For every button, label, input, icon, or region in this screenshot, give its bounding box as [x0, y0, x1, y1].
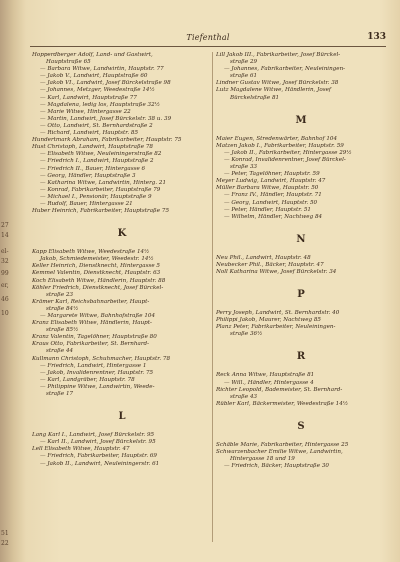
previous-page-margin [0, 0, 20, 562]
column-divider [212, 52, 213, 542]
section-p [216, 310, 386, 338]
gutter-fragment: 27 [1, 222, 9, 229]
section-r [216, 372, 386, 407]
directory-entry: Lill Jakob III., Fabrikarbeiter, Josef Bürckel- [216, 52, 341, 58]
directory-entry: — Konrad, Fabrikarbeiter, Hauptstraße 79 [40, 186, 161, 193]
section-letter-l: L [118, 411, 126, 423]
page-number: 133 [367, 32, 386, 42]
directory-entry: straße 44 [46, 348, 74, 355]
directory-entry: — Friedrich, Fabrikarbeiter, Hauptstr. 69 [40, 453, 157, 460]
directory-entry: — Otto, Landwirt, St. Bernhardstraße 2 [40, 122, 153, 129]
directory-entry: — Georg, Landwirt, Hauptstr. 50 [224, 199, 318, 206]
directory-entry: straße 33 [230, 164, 258, 171]
directory-entry: — Friedrich II., Bauer, Hintergasse 6 [40, 165, 146, 172]
directory-entry: — Friedrich, Bäcker, Hauptstraße 30 [224, 463, 329, 470]
directory-entry: straße 84½ [46, 305, 79, 312]
directory-entry: Kullmann Christoph, Schuhmacher, Hauptstr. 78 [32, 355, 170, 362]
directory-entry: — Peter, Tagelöhner, Hauptstr. 59 [224, 171, 320, 178]
directory-entry: Lindner Gustav Witwe, Josef Bürckelstr. 38 [216, 80, 339, 87]
section-m [216, 136, 386, 221]
directory-entry: — Konrad, Invalidenrentner, Josef Bürckel- [224, 156, 346, 163]
directory-entry: Meyer Ludwig, Landwirt, Hauptstr. 47 [216, 178, 326, 185]
directory-entry: — Johannes, Metzger, Weedestraße 14½ [40, 87, 155, 94]
right-column [216, 52, 386, 470]
directory-entry: — Margarete Witwe, Bahnhofstraße 104 [40, 313, 156, 319]
page-header [30, 32, 386, 47]
directory-entry: — Philippine Witwe, Landwirtin, Weede- [40, 383, 155, 390]
directory-entry: — Rudolf, Bauer, Hintergasse 21 [40, 200, 133, 207]
directory-entry: — Karl, Landwirt, Hauptstraße 77 [40, 94, 137, 101]
directory-entry: Kapp Elisabeth Witwe, Weedestraße 14½ [32, 249, 150, 256]
directory-entry: — Jakob V., Landwirt, Hauptstraße 60 [40, 73, 148, 80]
directory-entry: Neu Phil., Landwirt, Hauptstr. 48 [216, 254, 311, 261]
directory-entry: Rübler Karl, Bäckermeister, Weedestraße 14½ [216, 400, 349, 407]
section-l [32, 432, 212, 467]
section-letter-s: S [297, 420, 305, 432]
gutter-fragment: 32 [1, 258, 9, 265]
directory-entry: — Georg, Händler, Hauptstraße 3 [40, 172, 136, 179]
section-letter-k: K [117, 228, 127, 240]
directory-entry: straße 85½ [46, 327, 79, 334]
directory-entry: Kemmel Valentin, Dienstknecht, Hauptstr. 63 [32, 270, 161, 277]
directory-entry: — Jakob II., Fabrikarbeiter, Hintergasse 29½ [224, 149, 352, 156]
directory-entry: — Franz IV., Händler, Hauptstr. 71 [224, 192, 322, 199]
gutter-fragment: el- [1, 248, 9, 255]
directory-entry: Lutz Magdalene Witwe, Händlerin, Josef [216, 87, 331, 94]
section-letter-r: R [296, 351, 306, 363]
directory-entry: Noll Katharina Witwe, Josef Bürckelstr. 34 [216, 268, 337, 275]
gutter-fragment: 99 [1, 270, 9, 277]
directory-entry: — Friedrich, Landwirt, Hintergasse 1 [40, 362, 147, 369]
section-l-continued [216, 52, 386, 102]
gutter-fragment: 22 [1, 540, 9, 547]
directory-entry: — Marie Witwe, Hintergasse 22 [40, 108, 131, 115]
directory-entry: Schwarzenbacher Emilie Witwe, Landwirtin, [216, 449, 343, 455]
directory-entry: straße 29 [230, 59, 258, 66]
directory-entry: — Magdalena, ledig los, Hauptstraße 32½ [40, 101, 161, 108]
directory-entry: — Karl II., Landwirt, Josef Bürckelstr. 95 [40, 439, 156, 446]
directory-entry: Hopperdberger Adolf, Land- und Gastwirt, [32, 52, 153, 58]
directory-entry: straße 36½ [230, 331, 263, 338]
gutter-fragment: 46 [1, 296, 9, 303]
directory-entry: Perry Joseph, Landwirt, St. Bernhardstr. 40 [216, 310, 340, 317]
section-letter-m: M [295, 114, 307, 126]
directory-entry: Planz Peter, Fabrikarbeiter, Neuleiningen- [216, 324, 336, 331]
directory-entry: — Johannes, Fabrikarbeiter, Neuleiningen- [224, 66, 346, 73]
directory-entry: Maier Eugen, Stredenwärter, Bahnhof 104 [216, 135, 338, 142]
page-title: Tiefenthal [186, 33, 230, 42]
directory-entry: — Richard, Landwirt, Hauptstr. 85 [40, 130, 139, 137]
directory-entry: — Will., Händler, Hintergasse 4 [224, 379, 314, 386]
directory-entry: Hauptstraße 65 [46, 59, 91, 66]
directory-entry: — Jakob II., Landwirt, Neuleiningerstr. 61 [40, 460, 160, 467]
directory-entry: Philippi Jakob, Maurer, Nachtweg 85 [216, 317, 321, 324]
directory-entry: Müller Barbara Witwe, Hauptstr. 50 [216, 185, 319, 192]
directory-entry: — Friedrich I., Landwirt, Hauptstraße 2 [40, 158, 154, 165]
directory-entry: Kraus Otto, Fabrikarbeiter, St. Bernhard- [32, 341, 149, 348]
directory-entry: straße 61 [230, 73, 258, 80]
directory-entry: Kranz Elisabeth Witwe, Händlerin, Haupt- [32, 320, 152, 327]
directory-entry: Lang Karl I., Landwirt, Josef Bürckelstr. 95 [32, 432, 155, 439]
section-letter-n: N [296, 233, 306, 245]
directory-entry: Matzen Jakob I., Fabrikarbeiter, Hauptstr. 59 [216, 142, 344, 149]
section-k [32, 249, 212, 398]
directory-entry: — Peter, Händler, Hauptstr. 51 [224, 206, 311, 213]
directory-entry: Neubecker Phil., Bäcker, Hauptstr. 47 [216, 261, 324, 268]
directory-entry: — Barbara Witwe, Landwirtin, Hauptstr. 77 [40, 66, 164, 73]
directory-entry: Hintergasse 18 und 19 [230, 456, 295, 463]
directory-entry: Schäble Marie, Fabrikarbeiter, Hintergasse 25 [216, 441, 349, 448]
directory-entry: Huber Heinrich, Fabrikarbeiter, Hauptstraße 75 [32, 208, 170, 215]
directory-entry: — Elisabeth Witwe, Neuleiningerstraße 82 [40, 151, 162, 158]
directory-entry: Jakob, Schmiedemeister, Weedestr. 14½ [40, 256, 154, 263]
directory-entry: Lell Elisabeth Witwe, Hauptstr. 47 [32, 446, 130, 453]
directory-entry: Koch Elisabeth Witwe, Händlerin, Hauptstr. 88 [32, 277, 166, 284]
directory-entry: Richter Leopold, Bademeister, St. Bernhard- [216, 386, 343, 393]
gutter-fragment: 51 [1, 530, 9, 537]
directory-entry: straße 23 [46, 291, 74, 298]
directory-entry: — Karl, Landgräber, Hauptstr. 78 [40, 376, 135, 383]
directory-entry: — Michael I., Pensionär, Hauptstraße 9 [40, 193, 152, 200]
left-column [32, 52, 212, 468]
directory-entry: — Wilhelm, Händler, Nachtweg 84 [224, 213, 323, 220]
directory-entry: straße 17 [46, 391, 74, 398]
section-h [32, 52, 212, 215]
directory-entry: Bürckelstraße 81 [230, 94, 280, 101]
directory-entry: Reck Anna Witwe, Hauptstraße 81 [216, 372, 315, 379]
directory-entry: Köhler Friedrich, Dienstknecht, Josef Bürckel- [32, 284, 164, 291]
directory-entry: — Katharina Witwe, Landwirtin, Hinterg. 21 [40, 179, 167, 186]
directory-entry: Krämer Karl, Reichsbahnarbeiter, Haupt- [32, 298, 150, 305]
gutter-fragment: 14 [1, 232, 9, 239]
section-n [216, 255, 386, 276]
directory-entry: Keller Heinrich, Dienstknecht, Hintergasse 5 [32, 263, 160, 270]
directory-entry: Hundertmark Abraham, Fabrikarbeiter, Hauptstr. 75 [32, 137, 182, 144]
directory-entry: — Jakob, Invalidenrentner, Hauptstr. 75 [40, 369, 154, 376]
directory-entry: — Jakob VI., Landwirt, Josef Bürckelstraße 98 [40, 80, 171, 87]
directory-entry: straße 43 [230, 393, 258, 400]
directory-entry: — Martin, Landwirt, Josef Bürckelstr. 38 u. 39 [40, 115, 172, 122]
section-s [216, 442, 386, 470]
directory-entry: Hust Christoph, Landwirt, Hauptstraße 78 [32, 144, 153, 151]
section-letter-p: P [297, 289, 305, 301]
gutter-fragment: 10 [1, 310, 9, 317]
gutter-fragment: er, [1, 282, 9, 289]
directory-entry: Kranz Valentin, Tagelöhner, Hauptstraße 80 [32, 334, 157, 341]
